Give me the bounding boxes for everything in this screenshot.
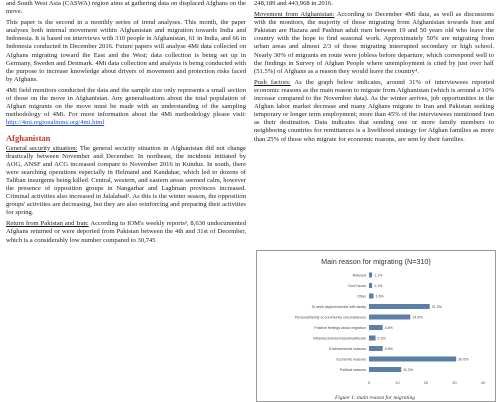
category-label: Infrastructure/services/healthcare (312, 336, 366, 341)
bar (369, 346, 383, 351)
value-label: 2.3% (377, 336, 386, 341)
category-label: Positive feelings about migration (314, 326, 366, 330)
section-title-afghanistan: Afghanistan (6, 133, 51, 144)
value-label: 1.6% (375, 294, 384, 299)
x-tick-label: 0 (367, 380, 371, 385)
category-label: Environmental reasons (329, 347, 366, 351)
bar (369, 367, 401, 372)
value-label: 14.5% (412, 315, 423, 320)
value-label: 30.6% (458, 357, 469, 362)
push-factors-text: As the graph below indicates, around 31% of interviewees reported economic reasons as the main reason to migrate from Afghanistan (which is around a 10% increase compared to the November data). As the winter arrives, job opportunities in the Afghan labor market decrease and many Afghans migrate to Iran and Pakistan seeking temporary or longer term employment; more than 45% of the interviewees mentioned Iran as their destination. Data indicates that sending one or more family members to neighboring countries for remittances is a livelihood strategy for Afghan families as more than 25% of those who migrate for economic reasons, are sent by their families. (254, 78, 495, 143)
bar (369, 304, 430, 309)
movement-heading: Movement from Afghanistan: (254, 11, 335, 19)
value-label: 1.1% (374, 284, 383, 288)
bar (369, 294, 374, 299)
methodology-link[interactable]: http://4mi.regionalmms.org/4mi.html (6, 119, 105, 127)
bar (369, 315, 410, 320)
intro-paragraph-3-text: 4Mi field monitors conducted the data and the sample size only represents a small section of those on the move in Afghanistan. Any generalisations about the total population of Afghan migrants on the move must be made with an understanding of the sampling methodology of 4Mi. For more information about the 4Mi methodology please visit: (6, 86, 246, 119)
category-label: To seek asylum/reunite with family (311, 305, 366, 309)
value-label: 11.3% (403, 368, 414, 372)
push-factors-paragraph (254, 79, 494, 144)
security-heading: General security situation: (6, 144, 78, 152)
intro-paragraph-2: This paper is the second in a monthly series of trend analyses. This month, the paper analyses both internal movement within Afghanistan and migration towards India and Indonesia. It is based on interviews with 310 people in Afghanistan, 61 in India, and 66 in Indonesia conducted in December 2016. Future papers will analyse 4Mi data collected on Afghans migrating toward the East and the West; data collection is being set up in Germany, Sweden and Denmark. 4Mi data collection and analysis is being conducted with the purpose to increase knowledge about drivers of movement and protection risks faced by Afghans. (6, 19, 246, 83)
x-tick-label: 10 (395, 380, 400, 385)
value-label: 1.1% (374, 273, 383, 278)
category-label: Refused (352, 273, 366, 278)
bar (369, 336, 376, 341)
migration-reason-chart (256, 250, 496, 402)
value-label: 4.8% (384, 326, 393, 330)
category-label: Don't know (348, 284, 366, 288)
category-label: Political reasons (339, 368, 366, 372)
value-label: 21.3% (431, 305, 442, 309)
movement-paragraph (254, 11, 494, 76)
x-tick-label: 30 (452, 380, 457, 385)
return-paragraph (6, 220, 246, 244)
right-column (254, 0, 494, 147)
figure-caption: Figure 1: main reason for migrating (334, 395, 416, 401)
value-label: 4.8% (384, 347, 393, 351)
x-tick-label: 20 (423, 380, 429, 385)
left-column (6, 0, 246, 248)
movement-text: According to December 4Mi data, as well as discussions with the monitors, the majority of those migrating from Afghanistan towards Iran and Pakistan are Hazara and Pashtun adult men between 19 and 50 years old who leave the country with the hope to find seasonal work. Approximately 50% are migrating from urban areas and almost 2/3 of those migrating interrupted secondary or high school. Nearly 30% of migrants en route were jobless before departure, which correspond well to the findings in Survey of Afghan People where unemployment is cited by just over half (51.5%) of Afghans as a reason they would leave the country⁴. (254, 11, 494, 75)
return-text: According to IOM's weekly reports³, 8,630 undocumented Afghans returned or were deported from Pakistan between the 4th and 31st of December, which is a considerably low number compared to 30,745 (6, 220, 247, 244)
x-tick-label: 40 (480, 380, 486, 385)
category-label: Economic reasons (336, 357, 366, 362)
top-line: 248,189 and 443,968 in 2016. (254, 0, 333, 7)
category-label: Personal/family or community circumstances (294, 315, 366, 320)
chart-title: Main reason for migrating (N=310) (321, 257, 431, 266)
push-factors-heading: Push factors: (254, 78, 291, 86)
bar (369, 357, 456, 362)
bar (369, 325, 383, 330)
bar (369, 283, 372, 288)
bar (369, 273, 372, 278)
chart-svg (257, 251, 495, 401)
category-label: Other (357, 294, 366, 299)
security-paragraph (6, 145, 246, 218)
security-text: The general security situation in Afghanistan did not change drastically between November and December. In northeast, the incidents initiated by AOG, ANSF and ACG increased compare to November 2016 in Kunduz. In south, there were searching operations especially in Helmand and Kandahar, which led to dozens of Taliban insurgents being killed. Central, western, and eastern areas seemed calm, however the presence of opposition groups in Nangarhar and Laghman provinces increased. Criminal activities also increased in Jalalabad². As this is the winter season, the opposition groups' activities are decreasing, but they are also reinforcing and preparing their activities for spring. (6, 144, 246, 217)
intro-paragraph-1: and South West Asia (CASWA) region aims at gathering data on displaced Afghans on the move. (6, 0, 246, 16)
return-heading: Return from Pakistan and Iran: (6, 220, 89, 228)
intro-paragraph-3 (6, 87, 246, 127)
